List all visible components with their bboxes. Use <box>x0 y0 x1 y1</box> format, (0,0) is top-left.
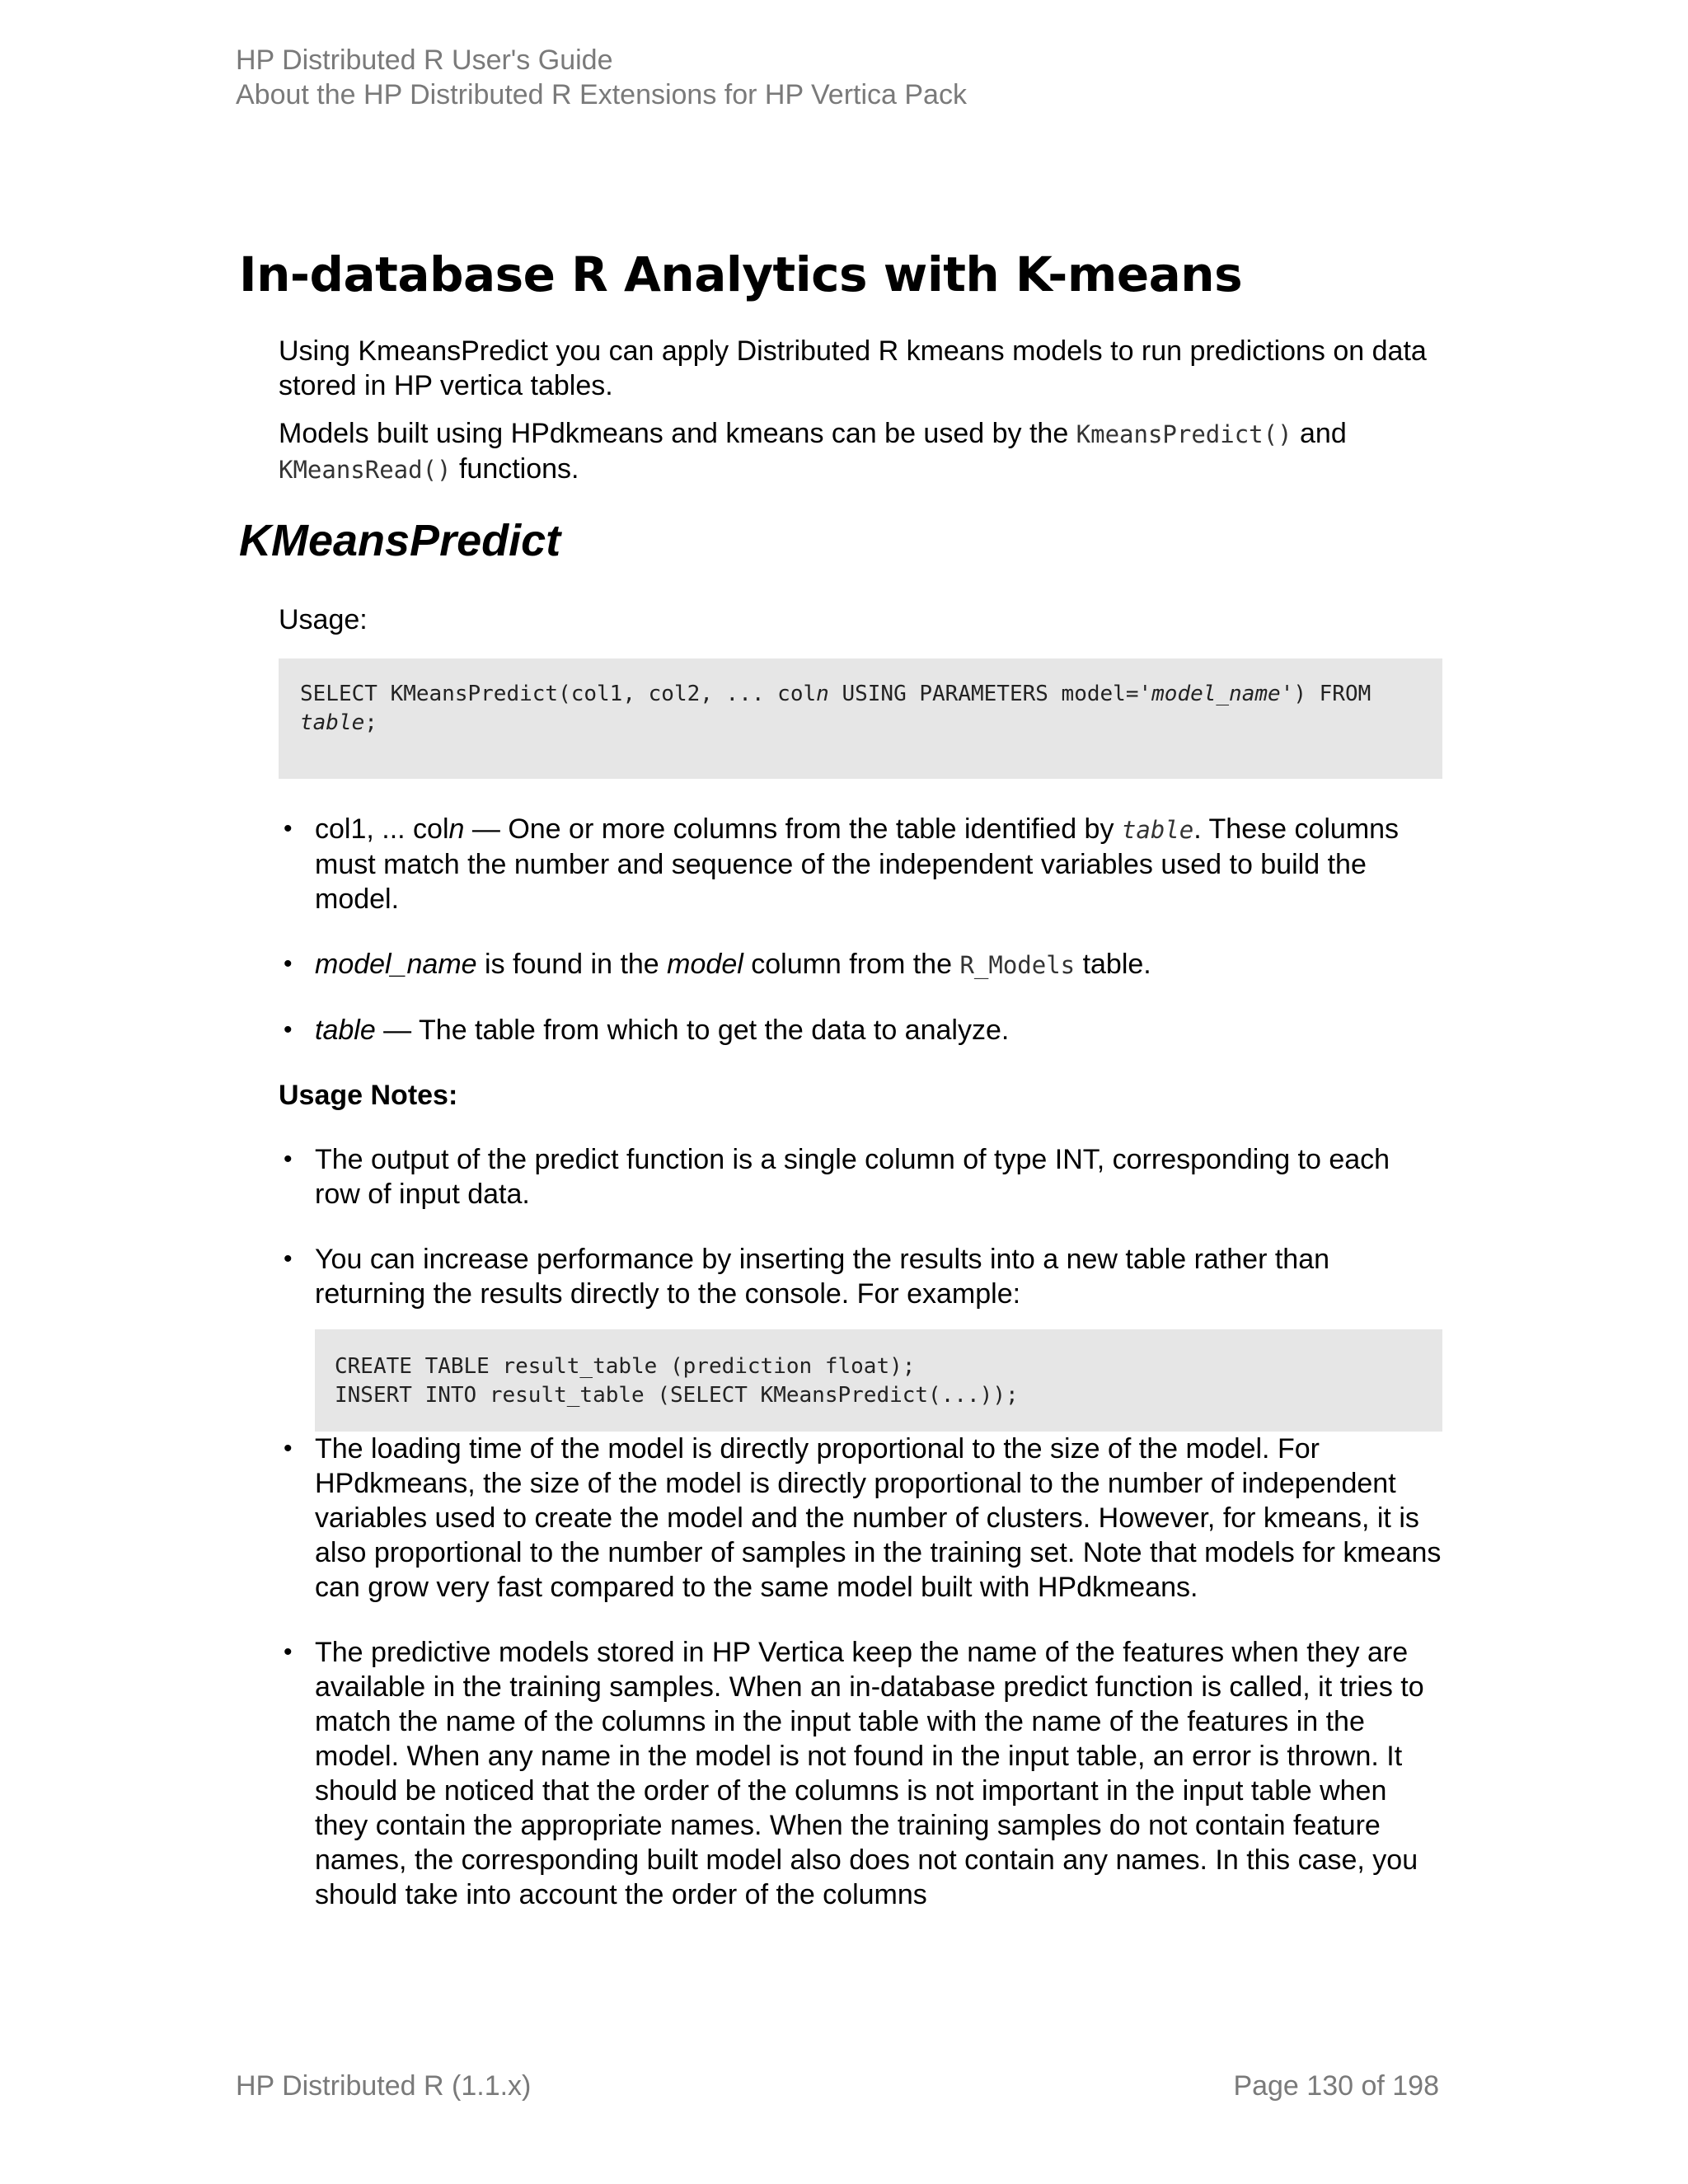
list-item <box>279 1013 1442 1047</box>
param-text: col1, ... col <box>315 813 449 845</box>
intro2-text-mid: and <box>1292 417 1347 449</box>
section-intro <box>279 334 1442 487</box>
intro-paragraph-1: Using KmeansPredict you can apply Distributed R kmeans models to run predictions on data stored in HP vertica tables. <box>279 335 1427 401</box>
usage-label: Usage: <box>279 603 368 635</box>
example-code-line: CREATE TABLE result_table (prediction float); <box>335 1353 916 1379</box>
usage-code-block <box>279 658 1442 779</box>
note-text: The loading time of the model is directly proportional to the size of the model. For HPdkmeans, the size of the model is directly proportional to the number of independent variables used to create the model and the number of clusters. However, for kmeans, it is also proportional to the number of samples in the training set. Note that models for kmeans can grow very fast compared to the same model built with HPdkmeans. <box>315 1432 1442 1603</box>
intro2-code-kmeansread: KMeansRead() <box>279 455 452 484</box>
bullet-icon: • <box>284 814 293 842</box>
footer-page-number: Page 130 of 198 <box>1233 2070 1439 2102</box>
bullet-icon: • <box>284 1015 293 1043</box>
parameter-list <box>279 812 1442 1047</box>
example-code-block <box>315 1329 1442 1432</box>
subsection-body <box>279 602 1442 1912</box>
param-em: n <box>448 813 465 845</box>
bullet-icon: • <box>284 949 293 977</box>
list-item <box>279 1242 1442 1311</box>
footer-product: HP Distributed R (1.1.x) <box>236 2070 532 2102</box>
param-em: model <box>667 948 743 980</box>
note-text: You can increase performance by inserting the results into a new table rather than returning the results directly to the console. For example: <box>315 1243 1330 1310</box>
code-text-end: ; <box>364 710 377 735</box>
usage-notes-list <box>279 1142 1442 1311</box>
intro2-code-kmeanspredict: KmeansPredict() <box>1076 419 1292 448</box>
intro2-text-post: functions. <box>451 452 579 485</box>
list-item <box>279 812 1442 916</box>
bullet-icon: • <box>284 1434 293 1462</box>
running-header <box>236 43 967 112</box>
subsection-title: KMeansPredict <box>239 515 561 565</box>
code-text-pre: SELECT KMeansPredict(col1, col2, ... col <box>300 681 817 706</box>
list-item <box>279 1142 1442 1212</box>
code-text-n: n <box>816 681 829 706</box>
usage-notes-list-continued <box>279 1432 1442 1912</box>
param-em: table <box>315 1014 376 1046</box>
note-text: The predictive models stored in HP Vertica keep the name of the features when they are available in the training samples. When an in-database predict function is called, it tries to match the name of the columns in the input table with the name of the features in the model. When any name in the model is not found in the input table, an error is thrown. It should be noticed that the order of the columns is not important in the input table when they contain the appropriate names. When the training samples do not contain feature names, the corresponding built model also does not contain any names. In this case, you should take into account the order of the columns <box>315 1636 1424 1910</box>
header-guide-title: HP Distributed R User's Guide <box>236 45 613 76</box>
example-code-line: INSERT INTO result_table (SELECT KMeansPredict(...)); <box>335 1382 1019 1408</box>
intro-paragraph-2 <box>279 416 1442 487</box>
param-code: table <box>1121 815 1194 844</box>
code-text-mid: USING PARAMETERS model=' <box>828 681 1152 706</box>
param-code: R_Models <box>959 950 1076 979</box>
note-text: The output of the predict function is a single column of type INT, corresponding to each row of input data. <box>315 1143 1390 1210</box>
code-text-table: table <box>300 710 365 735</box>
usage-notes-label: Usage Notes: <box>279 1079 458 1111</box>
page-content <box>239 247 1442 1943</box>
bullet-icon: • <box>284 1244 293 1272</box>
param-text: is found in the <box>476 948 668 980</box>
param-text: — One or more columns from the table identified by <box>464 813 1122 845</box>
bullet-icon: • <box>284 1145 293 1173</box>
bullet-icon: • <box>284 1638 293 1666</box>
list-item <box>279 947 1442 982</box>
param-text: table. <box>1075 948 1151 980</box>
intro2-text-pre: Models built using HPdkmeans and kmeans can be used by the <box>279 417 1076 449</box>
param-text: . These columns must match the number and sequence of the independent variables used to build the model. <box>315 813 1400 915</box>
code-text-post: ') FROM <box>1280 681 1372 706</box>
param-em: model_name <box>315 948 477 980</box>
param-text: — The table from which to get the data to analyze. <box>375 1014 1010 1046</box>
header-chapter-title: About the HP Distributed R Extensions for HP Vertica Pack <box>236 79 967 110</box>
param-text: column from the <box>743 948 960 980</box>
list-item <box>279 1432 1442 1605</box>
list-item <box>279 1635 1442 1912</box>
section-title: In-database R Analytics with K-means <box>239 246 1243 302</box>
code-text-model-name: model_name <box>1151 681 1281 706</box>
